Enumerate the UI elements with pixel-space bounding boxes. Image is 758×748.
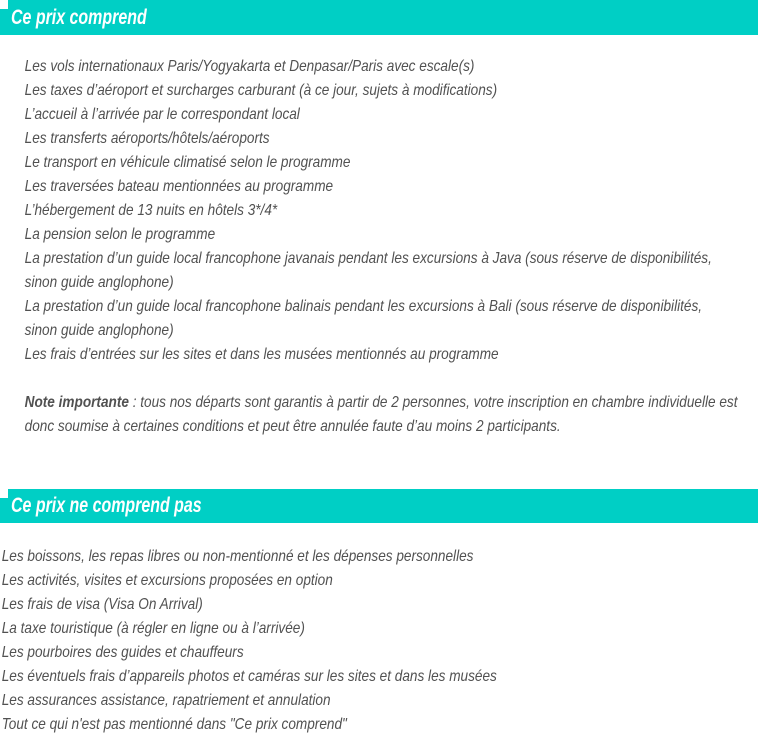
price-includes-item: Les traversées bateau mentionnées au programme xyxy=(24,178,334,195)
price-includes-item: L’hébergement de 13 nuits en hôtels 3*/4* xyxy=(24,202,278,219)
price-excludes-item: La taxe touristique (à régler en ligne ou à l’arrivée) xyxy=(1,620,305,637)
price-includes-item: Les transferts aéroports/hôtels/aéroports xyxy=(24,130,270,147)
price-excludes-item: Les activités, visites et excursions proposées en option xyxy=(1,572,333,589)
important-note xyxy=(25,391,748,439)
price-includes-item: Les taxes d’aéroport et surcharges carburant (à ce jour, sujets à modifications) xyxy=(24,82,498,99)
price-excludes-item: Tout ce qui n'est pas mentionné dans "Ce prix comprend" xyxy=(1,716,347,733)
price-excludes-list xyxy=(2,545,725,737)
price-includes-header-bar xyxy=(0,0,758,35)
price-includes-item: La prestation d’un guide local francophone balinais pendant les excursions à Bali (sous réserve de disponibilités, sinon guide anglophone) xyxy=(24,298,703,339)
price-excludes-item: Les assurances assistance, rapatriement et annulation xyxy=(1,692,331,709)
price-includes-item: Le transport en véhicule climatisé selon le programme xyxy=(24,154,351,171)
price-includes-title: Ce prix comprend xyxy=(11,5,147,29)
price-includes-item: L’accueil à l’arrivée par le correspondant local xyxy=(24,106,300,123)
important-note-text: : tous nos départs sont garantis à partir de 2 personnes, votre inscription en chambre individuelle est donc soumise à certaines conditions et peut être annulée faute d’au moins 2 participants. xyxy=(24,394,738,435)
price-includes-content xyxy=(0,35,758,439)
price-excludes-item: Les frais de visa (Visa On Arrival) xyxy=(1,596,203,613)
important-note-label: Note importante xyxy=(24,394,129,411)
price-includes-item: La pension selon le programme xyxy=(24,226,216,243)
price-excludes-content xyxy=(0,523,758,737)
price-includes-item: Les vols internationaux Paris/Yogyakarta et Denpasar/Paris avec escale(s) xyxy=(24,58,475,75)
price-includes-list xyxy=(25,55,725,367)
price-includes-item: Les frais d’entrées sur les sites et dans les musées mentionnés au programme xyxy=(24,346,499,363)
section-price-excludes xyxy=(0,489,758,737)
price-excludes-item: Les éventuels frais d’appareils photos et caméras sur les sites et dans les musées xyxy=(1,668,497,685)
price-excludes-header-bar xyxy=(0,489,758,523)
price-excludes-title: Ce prix ne comprend pas xyxy=(11,494,202,517)
price-includes-item: La prestation d’un guide local francophone javanais pendant les excursions à Java (sous réserve de disponibilités, sinon guide anglophone) xyxy=(24,250,712,291)
price-excludes-item: Les pourboires des guides et chauffeurs xyxy=(1,644,244,661)
price-excludes-item: Les boissons, les repas libres ou non-mentionné et les dépenses personnelles xyxy=(1,548,474,565)
